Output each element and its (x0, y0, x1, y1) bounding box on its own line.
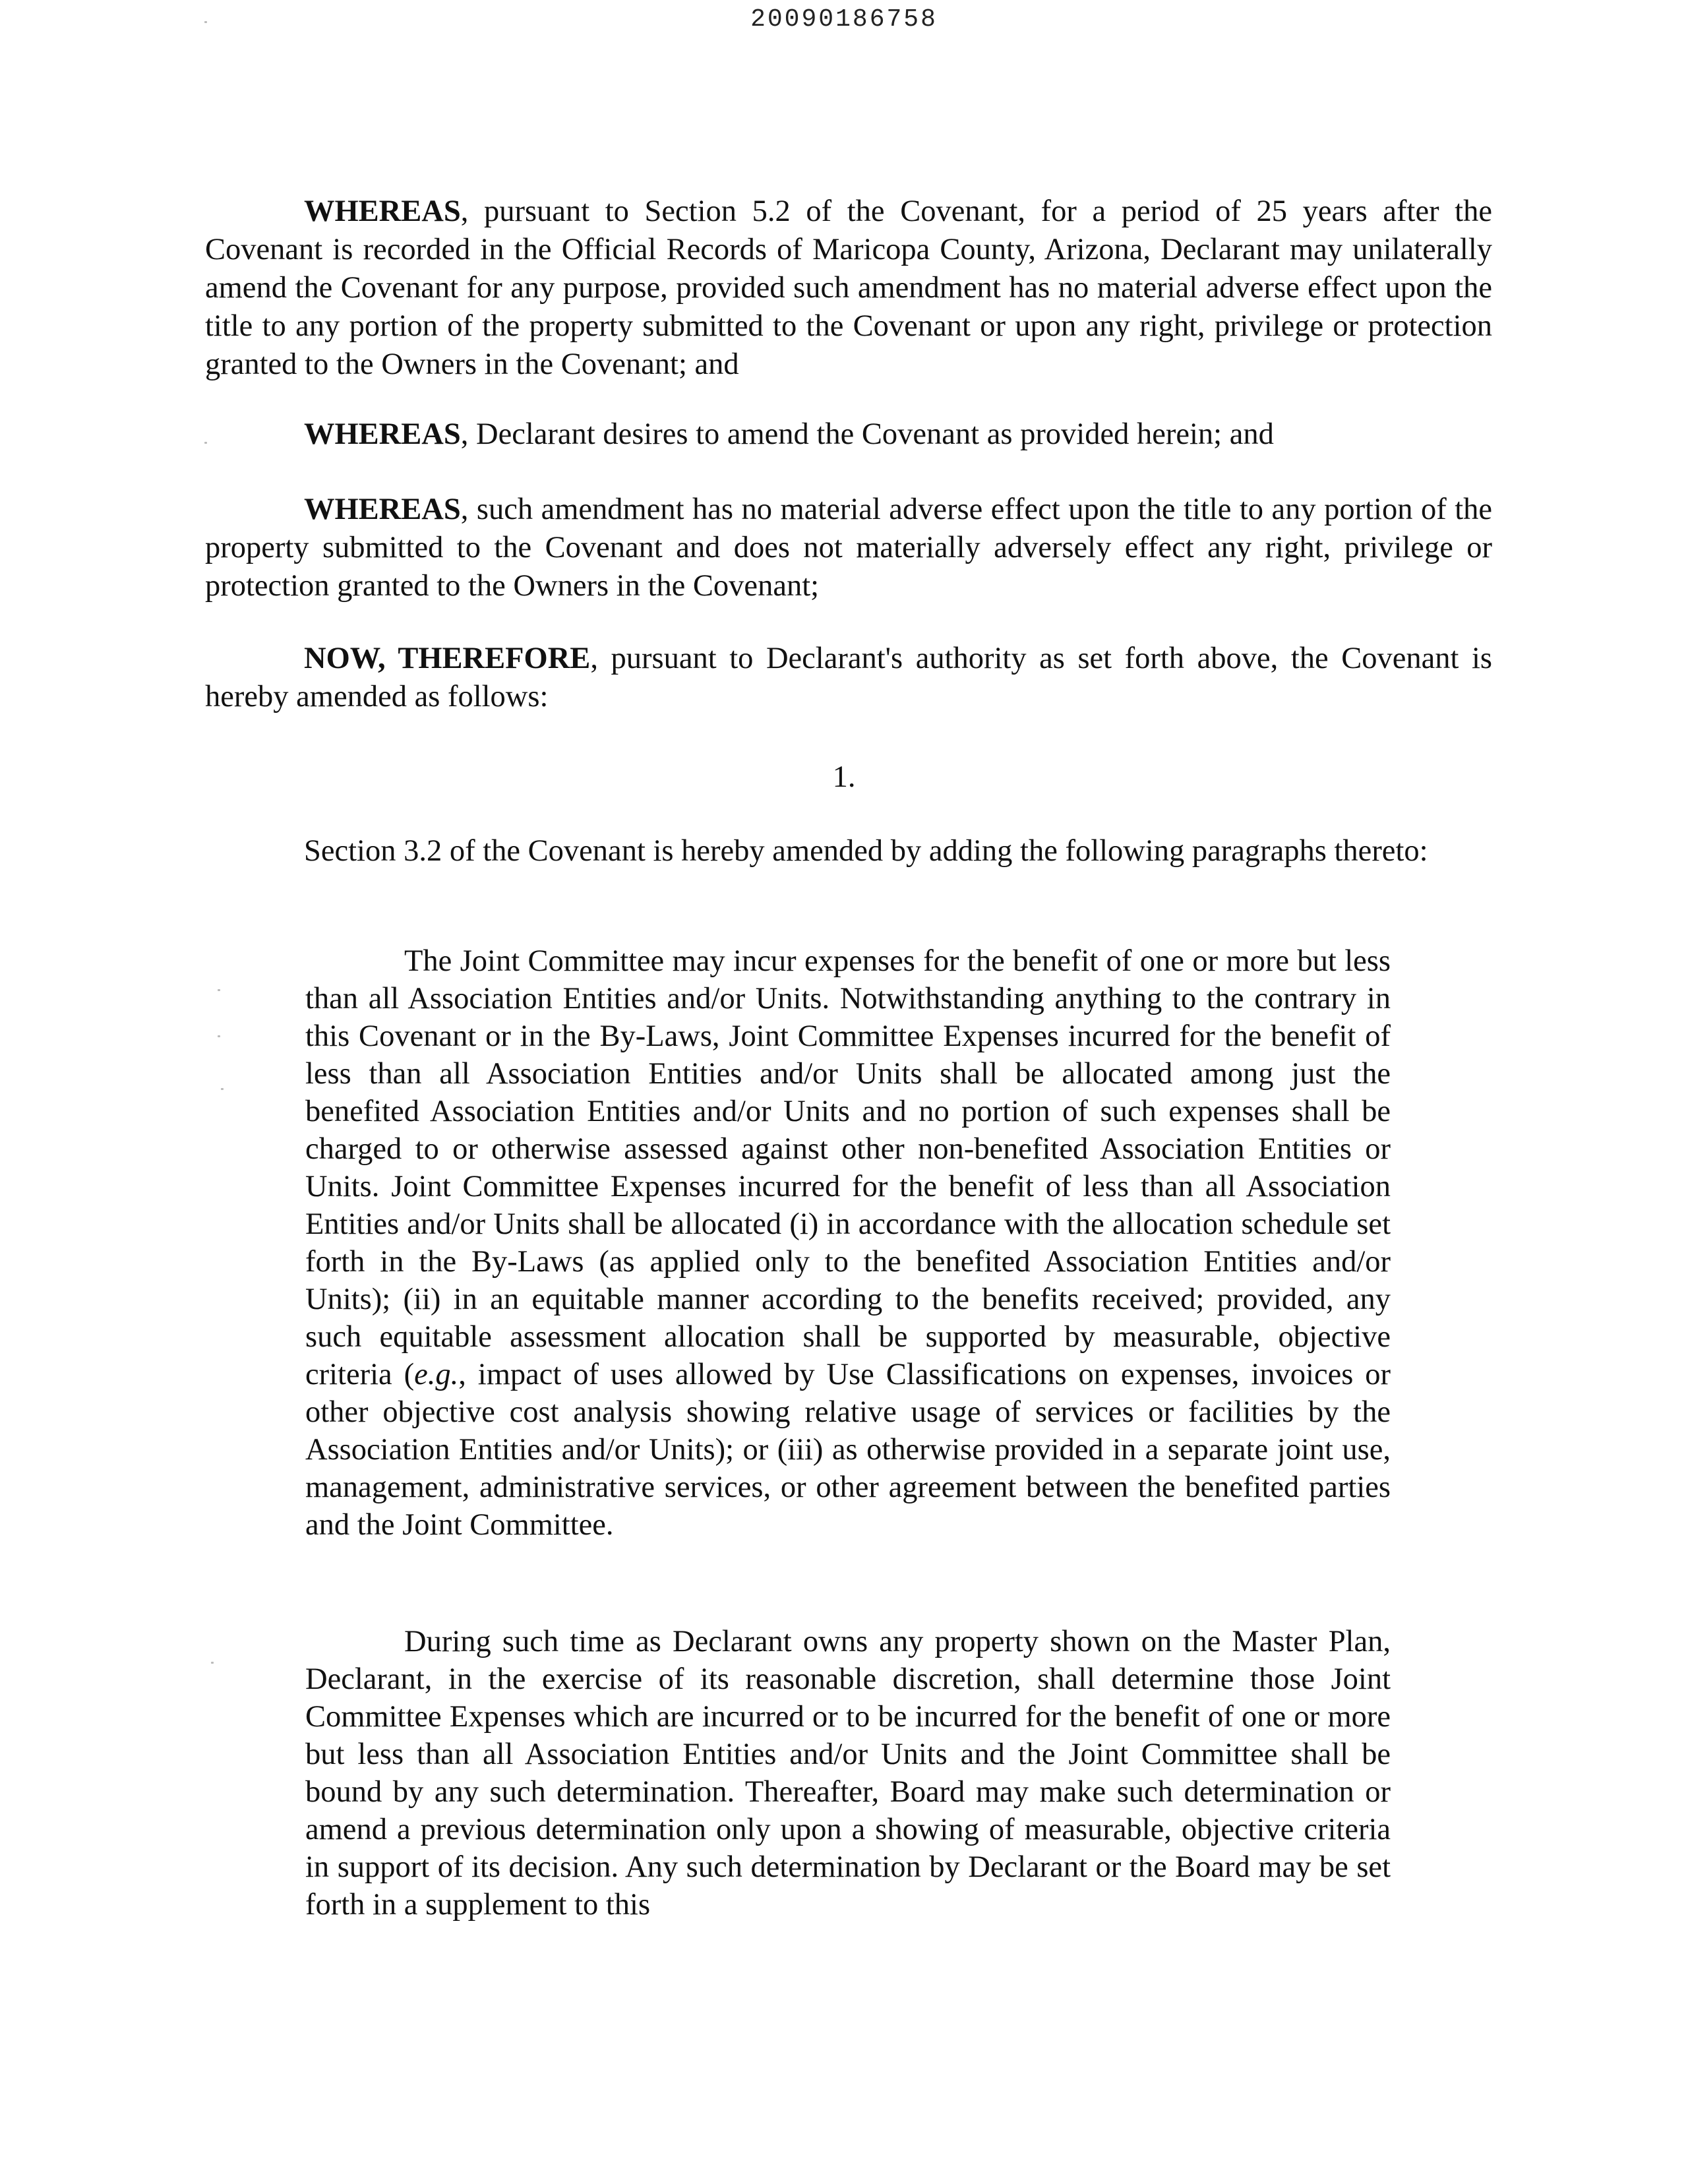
scan-speck (218, 1035, 220, 1037)
now-therefore-lead: NOW, THEREFORE (304, 642, 591, 675)
section-intro-text: Section 3.2 of the Covenant is hereby amended by adding the following paragraphs thereto: (304, 834, 1428, 868)
whereas-text: , Declarant desires to amend the Covenant as provided herein; and (460, 417, 1274, 451)
whereas-text: , such amendment has no material adverse effect upon the title to any portion of the property submitted to the Covenant and does not materially adversely effect any right, privilege or protection granted to the Owners in the Covenant; (205, 493, 1492, 603)
whereas-text: , pursuant to Section 5.2 of the Covenant, for a period of 25 years after the Covenant is recorded in the Official Records of Maricopa County, Arizona, Declarant may unilaterally amend the Covenant for any purpose, provided such amendment has no material adverse effect upon the title to any portion of the property submitted to the Covenant or upon any right, privilege or protection granted to the Owners in the Covenant; and (205, 195, 1492, 381)
now-therefore-text: , pursuant to Declarant's authority as set forth above, the Covenant is hereby amended as follows: (205, 642, 1493, 713)
amendment-italic: e.g. (414, 1358, 459, 1391)
section-intro-paragraph (205, 832, 1492, 870)
scan-speck (204, 442, 207, 444)
section-number: 1. (832, 760, 856, 794)
amendment-text-b: , impact of uses allowed by Use Classifications on expenses, invoices or other objective cost analysis showing relative usage of services or facilities by the Association Entities and/or Units); or (iii) as otherwise provided in a separate joint use, management, administrative services, or other agreement between the benefited parties and the Joint Committee. (305, 1358, 1391, 1542)
amendment-paragraph-1 (305, 942, 1391, 1544)
whereas-paragraph-1 (205, 193, 1492, 384)
amendment-paragraph-2 (305, 1623, 1391, 1924)
whereas-lead: WHEREAS (304, 493, 461, 526)
now-therefore-paragraph (205, 640, 1492, 716)
scan-speck (221, 1088, 224, 1090)
record-number: 20090186758 (750, 5, 938, 34)
scan-speck (211, 1662, 214, 1664)
amendment-text: During such time as Declarant owns any property shown on the Master Plan, Declarant, in the exercise of its reasonable discretion, shall determine those Joint Committee Expenses which are incurred or to be incurred for the benefit of one or more but less than all Association Entities and/or Units and the Joint Committee shall be bound by any such determination. Thereafter, Board may make such determination or amend a previous determination only upon a showing of measurable, objective criteria in support of its decision. Any such determination by Declarant or the Board may be set forth in a supplement to this (305, 1625, 1391, 1922)
scan-speck (204, 21, 207, 23)
scan-speck (218, 989, 220, 991)
whereas-lead: WHEREAS (304, 195, 461, 228)
whereas-paragraph-2 (205, 415, 1492, 454)
whereas-paragraph-3 (205, 491, 1492, 605)
whereas-lead: WHEREAS (304, 417, 461, 451)
amendment-text-a: The Joint Committee may incur expenses for the benefit of one or more but less than all Association Entities and/or Units. Notwithstanding anything to the contrary in this Covenant or in the By-Laws, Joint Committee Expenses incurred for the benefit of less than all Association Entities and/or Units shall be allocated among just the benefited Association Entities and/or Units and no portion of such expenses shall be charged to or otherwise assessed against other non-benefited Association Entities or Units. Joint Committee Expenses incurred for the benefit of less than all Association Entities and/or Units shall be allocated (i) in accordance with the allocation schedule set forth in the By-Laws (as applied only to the benefited Association Entities and/or Units); (ii) in an equitable manner according to the benefits received; provided, any such equitable assessment allocation shall be supported by measurable, objective criteria ( (305, 944, 1391, 1391)
